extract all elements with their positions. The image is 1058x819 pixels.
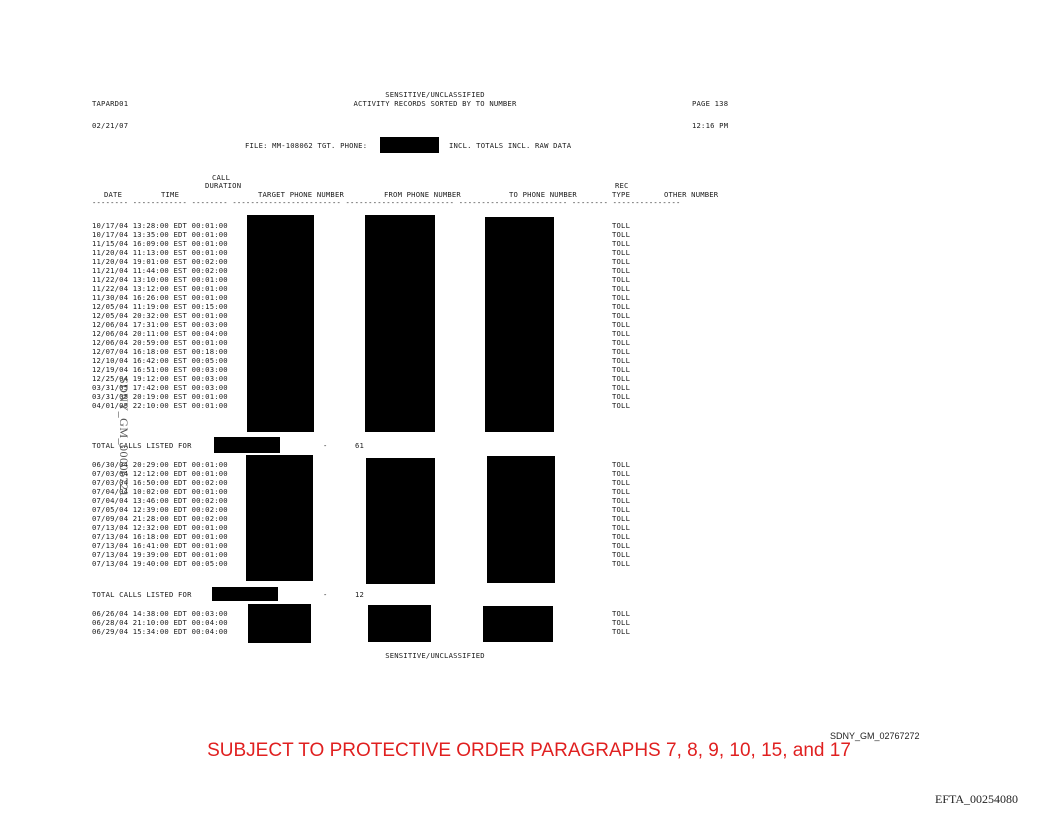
row-rec-type: TOLL	[612, 478, 631, 487]
protective-order-notice: SUBJECT TO PROTECTIVE ORDER PARAGRAPHS 7, 8, 9, 10, 15, and 17	[207, 740, 851, 761]
row-rec-type: TOLL	[612, 275, 631, 284]
row-rec-type: TOLL	[612, 266, 631, 275]
row-datetime-duration: 11/20/04 19:01:00 EST 00:02:00	[92, 257, 228, 266]
row-datetime-duration: 11/30/04 16:26:00 EST 00:01:00	[92, 293, 228, 302]
row-rec-type: TOLL	[612, 523, 631, 532]
row-rec-type: TOLL	[612, 392, 631, 401]
row-datetime-duration: 07/13/04 19:40:00 EDT 00:05:00	[92, 559, 228, 568]
row-datetime-duration: 12/05/04 11:19:00 EST 00:15:00	[92, 302, 228, 311]
group-2-total-dash: -	[323, 590, 328, 599]
row-rec-type: TOLL	[612, 221, 631, 230]
file-info-prefix: FILE: MM-108062 TGT. PHONE:	[245, 141, 368, 150]
col-call-label: CALL	[212, 173, 231, 182]
group-2-total-count: 12	[355, 590, 365, 599]
report-title: ACTIVITY RECORDS SORTED BY TO NUMBER	[353, 99, 517, 108]
row-datetime-duration: 12/05/04 20:32:00 EST 00:01:00	[92, 311, 228, 320]
row-datetime-duration: 12/10/04 16:42:00 EST 00:05:00	[92, 356, 228, 365]
row-datetime-duration: 11/20/04 11:13:00 EST 00:01:00	[92, 248, 228, 257]
col-from: FROM PHONE NUMBER	[384, 190, 461, 199]
row-datetime-duration: 07/09/04 21:28:00 EDT 00:02:00	[92, 514, 228, 523]
row-rec-type: TOLL	[612, 514, 631, 523]
col-time: TIME	[161, 190, 180, 199]
row-datetime-duration: 07/05/04 12:39:00 EDT 00:02:00	[92, 505, 228, 514]
row-datetime-duration: 06/26/04 14:38:00 EDT 00:03:00	[92, 609, 228, 618]
row-rec-type: TOLL	[612, 541, 631, 550]
row-datetime-duration: 07/03/04 16:50:00 EDT 00:02:00	[92, 478, 228, 487]
row-datetime-duration: 12/06/04 20:11:00 EST 00:04:00	[92, 329, 228, 338]
redaction-from-col-1	[365, 215, 435, 432]
row-datetime-duration: 12/25/04 19:12:00 EST 00:03:00	[92, 374, 228, 383]
redaction-target-col-2	[246, 455, 313, 581]
row-rec-type: TOLL	[612, 230, 631, 239]
row-rec-type: TOLL	[612, 239, 631, 248]
redaction-to-col-1	[485, 217, 554, 432]
row-datetime-duration: 07/04/04 10:02:00 EDT 00:01:00	[92, 487, 228, 496]
row-rec-type: TOLL	[612, 627, 631, 636]
row-rec-type: TOLL	[612, 356, 631, 365]
row-rec-type: TOLL	[612, 401, 631, 410]
row-rec-type: TOLL	[612, 284, 631, 293]
row-datetime-duration: 07/13/04 16:18:00 EDT 00:01:00	[92, 532, 228, 541]
report-id: TAPARD01	[92, 99, 129, 108]
row-rec-type: TOLL	[612, 532, 631, 541]
col-rec-label: REC	[615, 181, 629, 190]
row-rec-type: TOLL	[612, 257, 631, 266]
group-2-total-label: TOTAL CALLS LISTED FOR	[92, 590, 192, 599]
row-datetime-duration: 11/22/04 13:10:00 EST 00:01:00	[92, 275, 228, 284]
row-rec-type: TOLL	[612, 248, 631, 257]
report-time: 12:16 PM	[692, 121, 729, 130]
row-rec-type: TOLL	[612, 487, 631, 496]
page-number: PAGE 138	[692, 99, 729, 108]
row-datetime-duration: 12/07/04 16:18:00 EST 00:18:00	[92, 347, 228, 356]
row-rec-type: TOLL	[612, 374, 631, 383]
row-rec-type: TOLL	[612, 609, 631, 618]
col-to: TO PHONE NUMBER	[509, 190, 577, 199]
row-datetime-duration: 07/03/04 12:12:00 EDT 00:01:00	[92, 469, 228, 478]
row-datetime-duration: 11/21/04 11:44:00 EST 00:02:00	[92, 266, 228, 275]
row-datetime-duration: 10/17/04 13:28:00 EDT 00:01:00	[92, 221, 228, 230]
row-datetime-duration: 07/13/04 19:39:00 EDT 00:01:00	[92, 550, 228, 559]
row-rec-type: TOLL	[612, 618, 631, 627]
classification-footer: SENSITIVE/UNCLASSIFIED	[385, 651, 485, 660]
side-bates-stamp: SDNY_GM_00006721	[117, 377, 131, 498]
row-datetime-duration: 12/06/04 20:59:00 EST 00:01:00	[92, 338, 228, 347]
row-datetime-duration: 03/31/05 17:42:00 EST 00:03:00	[92, 383, 228, 392]
row-rec-type: TOLL	[612, 469, 631, 478]
redaction-total-1	[214, 437, 280, 453]
row-datetime-duration: 12/19/04 16:51:00 EST 00:03:00	[92, 365, 228, 374]
row-rec-type: TOLL	[612, 496, 631, 505]
row-datetime-duration: 11/22/04 13:12:00 EST 00:01:00	[92, 284, 228, 293]
row-datetime-duration: 06/29/04 15:34:00 EDT 00:04:00	[92, 627, 228, 636]
redaction-target-phone	[380, 137, 439, 153]
row-rec-type: TOLL	[612, 460, 631, 469]
row-rec-type: TOLL	[612, 338, 631, 347]
row-rec-type: TOLL	[612, 505, 631, 514]
classification-header: SENSITIVE/UNCLASSIFIED	[385, 90, 485, 99]
redaction-from-col-3	[368, 605, 431, 642]
col-target: TARGET PHONE NUMBER	[258, 190, 345, 199]
row-datetime-duration: 06/28/04 21:10:00 EDT 00:04:00	[92, 618, 228, 627]
row-datetime-duration: 11/15/04 16:09:00 EST 00:01:00	[92, 239, 228, 248]
col-rec-type: TYPE	[612, 190, 631, 199]
row-rec-type: TOLL	[612, 293, 631, 302]
row-datetime-duration: 06/30/04 20:29:00 EDT 00:01:00	[92, 460, 228, 469]
row-datetime-duration: 04/01/05 22:10:00 EST 00:01:00	[92, 401, 228, 410]
redaction-to-col-2	[487, 456, 555, 583]
group-1-total-label: TOTAL CALLS LISTED FOR	[92, 441, 192, 450]
col-other: OTHER NUMBER	[664, 190, 719, 199]
row-datetime-duration: 07/04/04 13:46:00 EDT 00:02:00	[92, 496, 228, 505]
row-rec-type: TOLL	[612, 329, 631, 338]
row-datetime-duration: 12/06/04 17:31:00 EST 00:03:00	[92, 320, 228, 329]
row-rec-type: TOLL	[612, 347, 631, 356]
col-date: DATE	[104, 190, 123, 199]
row-rec-type: TOLL	[612, 383, 631, 392]
redaction-target-col-1	[247, 215, 314, 432]
redaction-target-col-3	[248, 604, 311, 643]
row-rec-type: TOLL	[612, 550, 631, 559]
redaction-from-col-2	[366, 458, 435, 584]
header-underline: -------- ------------ -------- ------------------------ ------------------------ ------------------------ -------- ---------------	[92, 198, 681, 207]
redaction-to-col-3	[483, 606, 553, 642]
col-duration-label: DURATION	[205, 181, 242, 190]
row-datetime-duration: 07/13/04 16:41:00 EDT 00:01:00	[92, 541, 228, 550]
row-datetime-duration: 03/31/05 20:19:00 EST 00:01:00	[92, 392, 228, 401]
report-date: 02/21/07	[92, 121, 129, 130]
group-1-total-dash: -	[323, 441, 328, 450]
efta-number: EFTA_00254080	[935, 792, 1019, 806]
row-datetime-duration: 07/13/04 12:32:00 EDT 00:01:00	[92, 523, 228, 532]
row-rec-type: TOLL	[612, 320, 631, 329]
redaction-total-2	[212, 587, 278, 601]
bates-number: SDNY_GM_02767272	[830, 731, 920, 741]
row-rec-type: TOLL	[612, 311, 631, 320]
row-rec-type: TOLL	[612, 302, 631, 311]
file-info-suffix: INCL. TOTALS INCL. RAW DATA	[449, 141, 572, 150]
row-datetime-duration: 10/17/04 13:35:00 EDT 00:01:00	[92, 230, 228, 239]
group-1-total-count: 61	[355, 441, 365, 450]
row-rec-type: TOLL	[612, 365, 631, 374]
row-rec-type: TOLL	[612, 559, 631, 568]
